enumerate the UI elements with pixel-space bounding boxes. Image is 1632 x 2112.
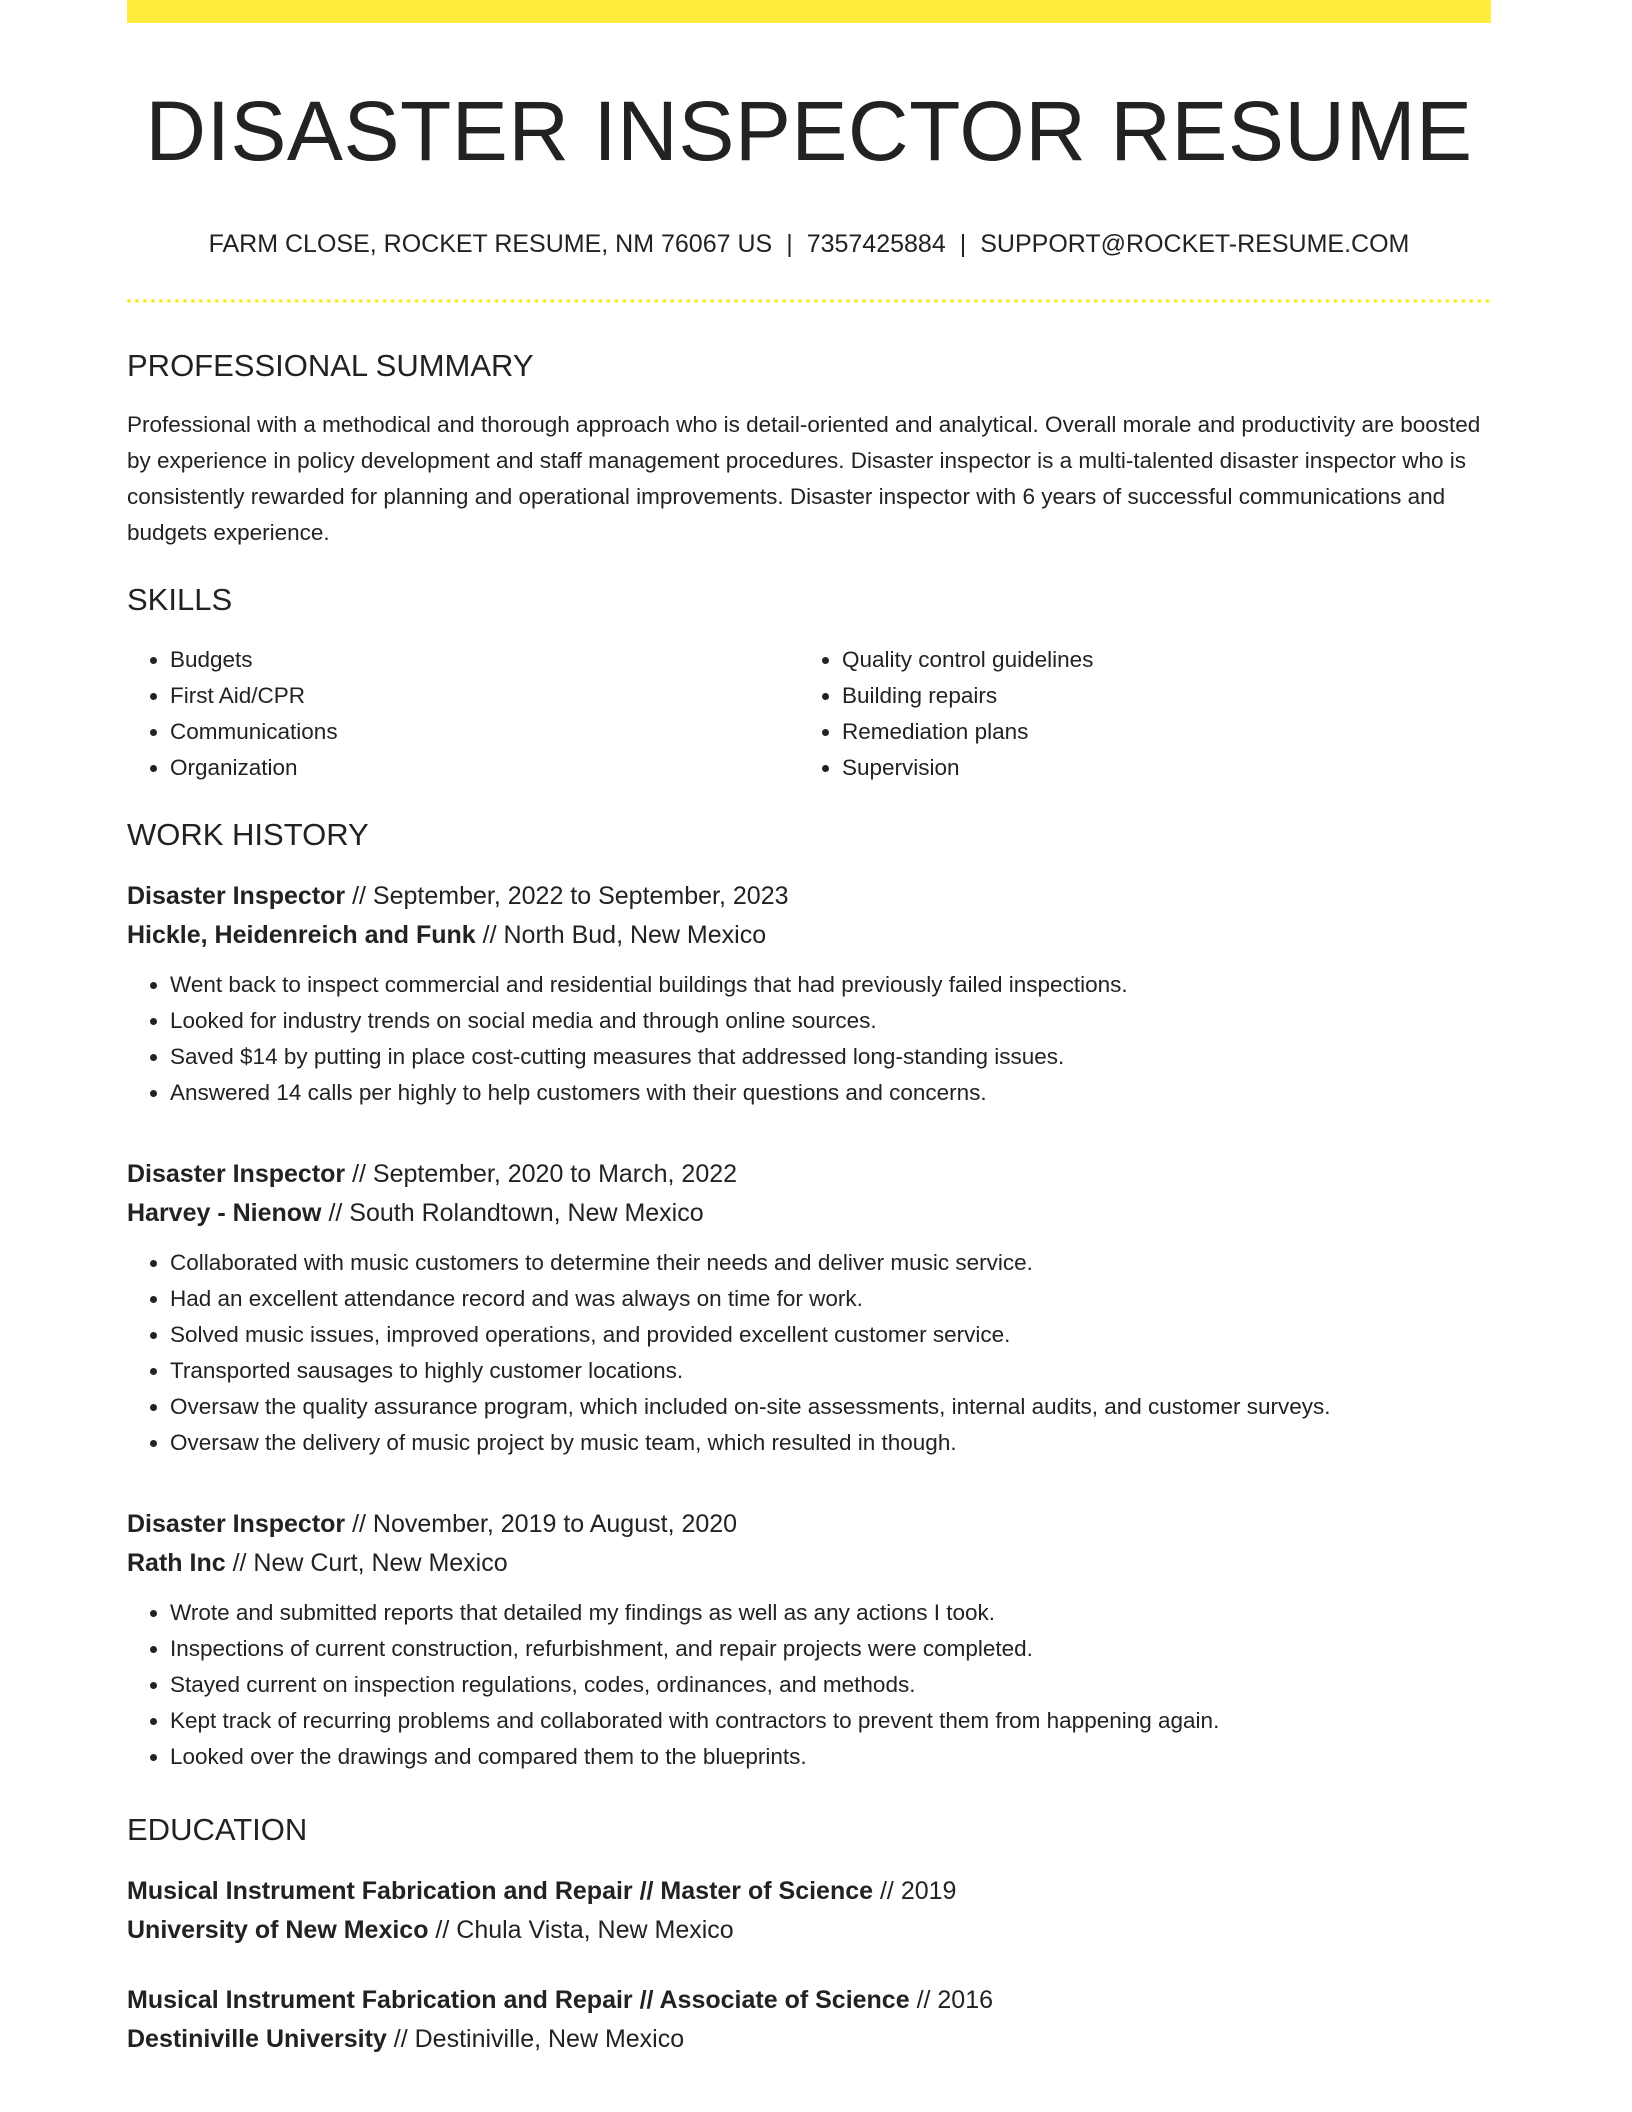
job-title-line	[127, 877, 1491, 916]
job-bullets	[127, 1245, 1491, 1461]
job-entry	[127, 1505, 1491, 1775]
job-company-line	[127, 1194, 1491, 1233]
job-entry	[127, 877, 1491, 1111]
school: University of New Mexico	[127, 1916, 429, 1945]
job-title: Disaster Inspector	[127, 1509, 346, 1538]
skill-item: • Quality control guidelines	[842, 642, 1471, 678]
school-location: // Chula Vista, New Mexico	[428, 1916, 734, 1945]
job-bullet: • Kept track of recurring problems and collaborated with contractors to prevent them from happening again.	[170, 1703, 1491, 1739]
contact-address: FARM CLOSE, ROCKET RESUME, NM 76067 US	[208, 230, 773, 259]
job-bullet: • Looked over the drawings and compared them to the blueprints.	[170, 1739, 1491, 1775]
contact-email: SUPPORT@ROCKET-RESUME.COM	[980, 230, 1410, 259]
contact-line	[127, 229, 1491, 259]
degree: Musical Instrument Fabrication and Repair // Associate of Science	[127, 1986, 910, 2015]
school: Destiniville University	[127, 2025, 387, 2054]
skills-grid	[127, 642, 1491, 786]
job-bullet: • Looked for industry trends on social media and through online sources.	[170, 1003, 1491, 1039]
degree-line	[127, 1981, 1491, 2020]
job-bullets	[127, 967, 1491, 1111]
skill-item: • First Aid/CPR	[170, 678, 799, 714]
school-line	[127, 2020, 1491, 2059]
job-bullet: • Wrote and submitted reports that detailed my findings as well as any actions I took.	[170, 1595, 1491, 1631]
job-company: Hickle, Heidenreich and Funk	[127, 920, 476, 949]
skills-column-right	[799, 642, 1471, 786]
job-company-line	[127, 916, 1491, 955]
job-bullets	[127, 1595, 1491, 1775]
job-dates: // November, 2019 to August, 2020	[345, 1509, 738, 1538]
skill-item: • Building repairs	[842, 678, 1471, 714]
job-title: Disaster Inspector	[127, 1159, 346, 1188]
degree-year: // 2019	[873, 1877, 957, 1906]
job-location: // South Rolandtown, New Mexico	[321, 1198, 704, 1227]
job-bullet: • Saved $14 by putting in place cost-cutting measures that addressed long-standing issues.	[170, 1039, 1491, 1075]
job-bullet: • Transported sausages to highly customer locations.	[170, 1353, 1491, 1389]
degree-line	[127, 1872, 1491, 1911]
education-entry	[127, 1872, 1491, 1950]
job-company: Harvey - Nienow	[127, 1198, 322, 1227]
contact-separator: |	[959, 230, 967, 259]
resume-page	[127, 0, 1491, 2059]
skills-column-left	[127, 642, 799, 786]
skill-item: • Organization	[170, 750, 799, 786]
work-history-heading: WORK HISTORY	[127, 816, 369, 852]
job-location: // New Curt, New Mexico	[225, 1548, 508, 1577]
job-company: Rath Inc	[127, 1548, 226, 1577]
contact-separator: |	[786, 230, 793, 259]
job-bullet: • Answered 14 calls per highly to help customers with their questions and concerns.	[170, 1075, 1491, 1111]
top-accent-bar	[127, 0, 1491, 23]
job-bullet: • Collaborated with music customers to determine their needs and deliver music service.	[170, 1245, 1491, 1281]
job-dates: // September, 2020 to March, 2022	[345, 1159, 738, 1188]
education-heading: EDUCATION	[127, 1811, 308, 1847]
job-bullet: • Had an excellent attendance record and was always on time for work.	[170, 1281, 1491, 1317]
job-bullet: • Oversaw the delivery of music project by music team, which resulted in though.	[170, 1425, 1491, 1461]
summary-text: Professional with a methodical and thorough approach who is detail-oriented and analytical. Overall morale and productivity are boosted by experience in policy development and staff management procedures. Disaster inspector is a multi-talented disaster inspector who is consistently rewarded for planning and operational improvements. Disaster inspector with 6 years of successful communications and budgets experience.	[127, 411, 1481, 545]
job-bullet: • Went back to inspect commercial and residential buildings that had previously failed inspections.	[170, 967, 1491, 1003]
job-location: // North Bud, New Mexico	[475, 920, 767, 949]
contact-phone: 7357425884	[806, 230, 946, 259]
dotted-divider	[127, 299, 1491, 303]
job-company-line	[127, 1544, 1491, 1583]
school-location: // Destiniville, New Mexico	[386, 2025, 685, 2054]
degree: Musical Instrument Fabrication and Repair // Master of Science	[127, 1877, 874, 1906]
job-bullet: • Oversaw the quality assurance program, which included on-site assessments, internal audits, and customer surveys.	[170, 1389, 1491, 1425]
job-title-line	[127, 1155, 1491, 1194]
education-entry	[127, 1981, 1491, 2059]
job-title-line	[127, 1505, 1491, 1544]
resume-title: DISASTER INSPECTOR RESUME	[145, 84, 1473, 178]
skill-item: • Supervision	[842, 750, 1471, 786]
job-title: Disaster Inspector	[127, 881, 346, 910]
job-entry	[127, 1155, 1491, 1461]
degree-year: // 2016	[909, 1986, 994, 2015]
school-line	[127, 1911, 1491, 1950]
summary-heading: PROFESSIONAL SUMMARY	[127, 348, 534, 384]
job-dates: // September, 2022 to September, 2023	[345, 881, 789, 910]
skill-item: • Remediation plans	[842, 714, 1471, 750]
job-bullet: • Solved music issues, improved operations, and provided excellent customer service.	[170, 1317, 1491, 1353]
skill-item: • Budgets	[170, 642, 799, 678]
job-bullet: • Inspections of current construction, refurbishment, and repair projects were completed.	[170, 1631, 1491, 1667]
skills-heading: SKILLS	[127, 581, 233, 617]
skill-item: • Communications	[170, 714, 799, 750]
job-bullet: • Stayed current on inspection regulations, codes, ordinances, and methods.	[170, 1667, 1491, 1703]
